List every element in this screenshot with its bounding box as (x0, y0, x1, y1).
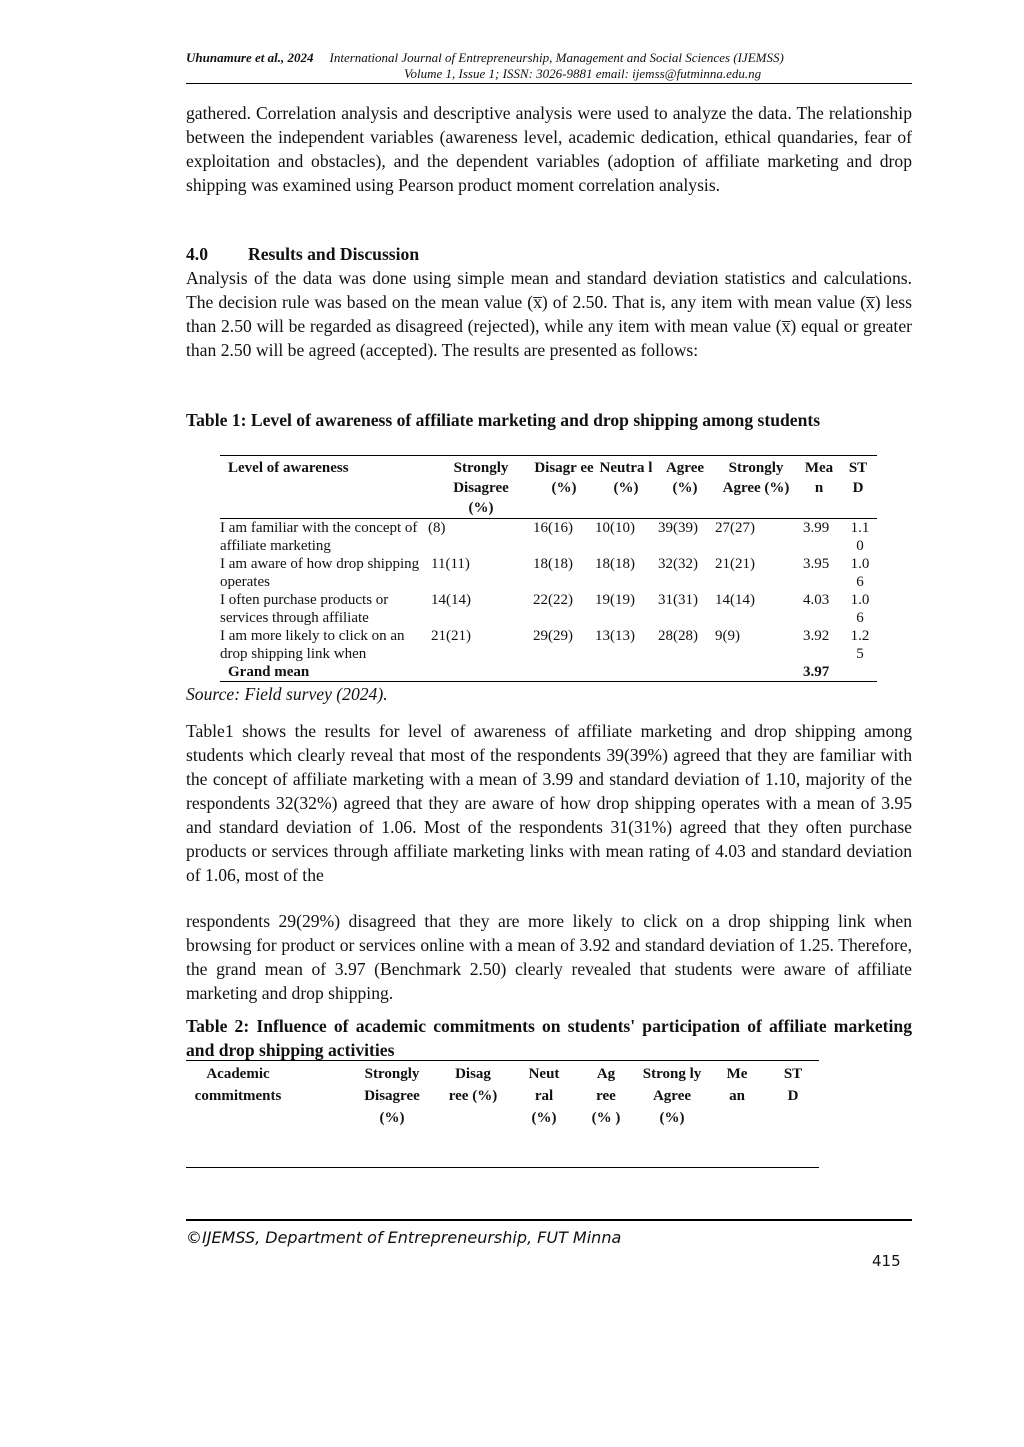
table2-header-strongly-agree: Strong ly Agree (%) (642, 1066, 702, 1126)
header-authors: Uhunamure et al., 2024 (186, 50, 314, 65)
cell-strongly-disagree: 11(11) (431, 556, 470, 572)
table-row (220, 591, 877, 627)
table2-header-label: Academic commitments (194, 1066, 282, 1104)
cell-neutral: 13(13) (595, 628, 635, 644)
cell-std: 1.0 6 (850, 556, 870, 590)
cell-strongly-agree: 14(14) (715, 592, 755, 608)
footer-copyright: ©IJEMSS, Department of Entrepreneurship, FUT Minna (186, 1228, 622, 1247)
running-header (186, 50, 906, 82)
table2-header-mean: Me an (726, 1066, 748, 1104)
cell-disagree: 18(18) (533, 556, 573, 572)
cell-neutral: 18(18) (595, 556, 635, 572)
cell-mean: 4.03 (803, 592, 830, 608)
table1-header-disagree: Disagr ee (%) (534, 460, 594, 496)
table1-header-std: ST D (848, 460, 868, 496)
page-number: 415 (872, 1252, 901, 1270)
table-row (220, 555, 877, 591)
table1-header-label: Level of awareness (228, 460, 349, 476)
table1 (220, 455, 877, 682)
section-heading (186, 242, 419, 266)
cell-agree: 28(28) (658, 628, 698, 644)
table1-source: Source: Field survey (2024). (186, 684, 388, 704)
cell-neutral: 19(19) (595, 592, 635, 608)
table1-header-strongly-agree: Strongly Agree (%) (722, 460, 790, 496)
cell-strongly-agree: 27(27) (715, 520, 755, 536)
cell-mean: 3.95 (803, 556, 830, 572)
cell-std: 1.1 0 (850, 520, 870, 554)
cell-neutral: 10(10) (595, 520, 635, 536)
cell-disagree: 22(22) (533, 592, 573, 608)
table2-header-strongly-disagree: Strongly Disagree (%) (364, 1066, 420, 1126)
discussion-paragraph-2: respondents 29(29%) disagreed that they are more likely to click on a drop shipping link when browsing for product or services online with a mean of 3.92 and standard deviation of 1.25. Therefore, the grand mean of 3.97 (Benchmark 2.50) clearly revealed that students were aware of affiliate marketing and drop shipping. (186, 911, 912, 1003)
table2-header-neutral: Neut ral (%) (528, 1066, 560, 1126)
table1-header-strongly-disagree: Strongly Disagree (%) (453, 460, 509, 516)
cell-std: 1.2 5 (850, 628, 870, 662)
header-divider (186, 83, 912, 84)
table2-header-disagree: Disag ree (%) (448, 1066, 498, 1104)
cell-strongly-agree: 9(9) (715, 628, 740, 644)
section-number: 4.0 (186, 244, 208, 264)
cell-strongly-disagree: (8) (428, 520, 446, 536)
table1-header-row (220, 456, 877, 519)
table2-header-std: ST D (783, 1066, 803, 1104)
cell-strongly-agree: 21(21) (715, 556, 755, 572)
cell-agree: 31(31) (658, 592, 698, 608)
footer-divider (186, 1219, 912, 1221)
cell-agree: 32(32) (658, 556, 698, 572)
row-label: I am familiar with the concept of affiliate marketing (220, 520, 418, 554)
table2-header-agree: Ag ree (% ) (591, 1066, 621, 1126)
cell-disagree: 16(16) (533, 520, 573, 536)
table1-header-mean: Mea n (804, 460, 834, 496)
table2 (186, 1060, 819, 1168)
table-row (220, 627, 877, 663)
header-journal: International Journal of Entrepreneurship, Management and Social Sciences (IJEMSS) (329, 50, 784, 65)
grand-mean-value: 3.97 (803, 664, 830, 680)
table1-grand-mean-row (220, 663, 877, 681)
discussion-paragraph-1: Table1 shows the results for level of awareness of affiliate marketing and drop shipping among students which clearly reveal that most of the respondents 39(39%) agreed that they are familiar with the concept of affiliate marketing with a mean of 3.99 and standard deviation of 1.10, majority of the respondents 32(32%) agreed that they are aware of how drop shipping operates with a mean of 3.95 and standard deviation of 1.06. Most of the respondents 31(31%) agreed that they often purchase products or services through affiliate marketing links with mean rating of 4.03 and standard deviation of 1.06, most of the (186, 721, 912, 885)
header-volume: Volume 1, Issue 1; ISSN: 3026-9881 email: ijemss@futminna.edu.ng (404, 66, 762, 81)
cell-std: 1.0 6 (850, 592, 870, 626)
table-row (220, 519, 877, 555)
cell-disagree: 29(29) (533, 628, 573, 644)
row-label: I often purchase products or services through affiliate (220, 592, 389, 626)
table1-header-agree: Agree (%) (665, 460, 705, 496)
cell-strongly-disagree: 14(14) (431, 592, 471, 608)
cell-mean: 3.92 (803, 628, 830, 644)
table1-caption: Table 1: Level of awareness of affiliate marketing and drop shipping among students (186, 410, 821, 430)
row-label: I am aware of how drop shipping operates (220, 556, 420, 590)
results-paragraph: Analysis of the data was done using simple mean and standard deviation statistics and calculations. The decision rule was based on the mean value (x̅) of 2.50. That is, any item with mean value (x̅) less than 2.50 will be regarded as disagreed (rejected), while any item with mean value (x̅) equal or greater than 2.50 will be agreed (accepted). The results are presented as follows: (186, 268, 912, 360)
row-label: I am more likely to click on an drop shipping link when (220, 628, 405, 662)
intro-paragraph: gathered. Correlation analysis and descriptive analysis were used to analyze the data. The relationship between the independent variables (awareness level, academic dedication, ethical quandaries, fear of exploitation and obstacles), and the dependent variables (adoption of affiliate marketing and drop shipping was examined using Pearson product moment correlation analysis. (186, 103, 912, 195)
grand-mean-label: Grand mean (228, 664, 310, 680)
cell-strongly-disagree: 21(21) (431, 628, 471, 644)
cell-mean: 3.99 (803, 520, 830, 536)
section-title: Results and Discussion (248, 244, 420, 264)
table1-header-neutral: Neutra l (%) (599, 460, 653, 496)
table2-caption: Table 2: Influence of academic commitments on students' participation of affiliate marketing and drop shipping activities (186, 1016, 912, 1060)
cell-agree: 39(39) (658, 520, 698, 536)
